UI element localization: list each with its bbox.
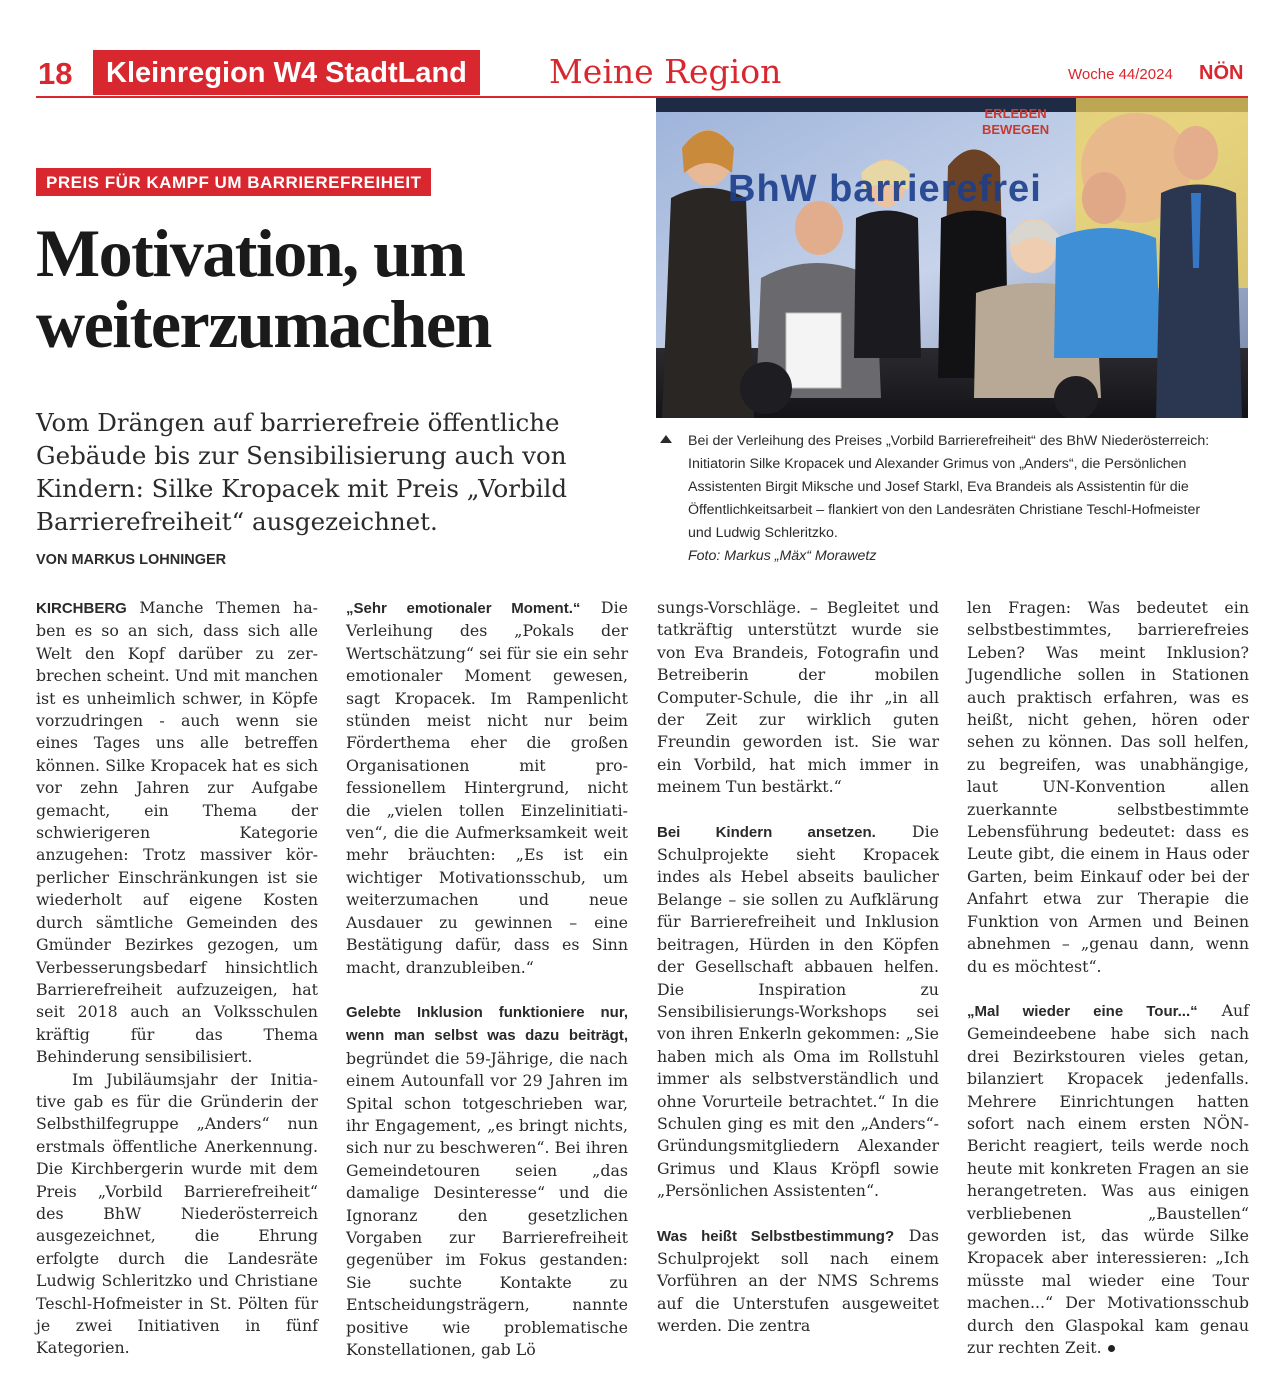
article-photo [656,98,1248,418]
paragraph: Im Jubiläumsjahr der Initiative gab es für die Gründerin der Selbsthilfegruppe „Anders“ nun erstmals öffentliche Anerkennung. Die Kirchbergerin wurde mit dem Preis „Vorbild Barrierefreiheit“ des BhW Niederösterreich ausgezeichnet, die Ehrung erfolgte durch die Landesräte Ludwig Schleritzko und Christiane Teschl-Hofmeister in St. Pölten für je zwei Initiativen in fünf Kategorien. [36,1069,318,1358]
paragraph: Was heißt Selbstbestimmung? Das Schulprojekt soll nach einem Vorführen an der NMS Schrems auf die Unterstufen ausgeweitet werden. Die zentra [657,1225,939,1336]
subheading: „Mal wieder eine Tour...“ [967,1002,1198,1020]
photo-caption [660,430,1220,568]
paragraph: „Sehr emotionaler Moment.“ Die Verleihung des „Pokals der Wertschätzung“ sei für sie ein sehr emotionaler Moment gewesen, sagt Kropacek. Im Rampenlicht stünden meist nicht nur beim Förderthema eher die großen Organisationen mit professionellem Hintergrund, nicht die „vielen tollen Einzelinitiativen“, die die Aufmerksamkeit weit mehr bräuchten: „Es ist ein wichtiger Motivationsschub, um weiterzumachen und neue Ausdauer zu gewinnen – eine Bestätigung dafür, dass es Sinn macht, dranzubleiben.“ [346,598,628,977]
paragraph: len Fragen: Was bedeutet ein selbstbestimmtes, barrierefreies Leben? Was meint Inklusion? Jugendliche sollen in Stationen auch praktisch erfahren, was es heißt, nicht gehen, hören oder sehen zu können. Das soll helfen, zu begreifen, was unabhängige, laut UN-Konvention allen zuerkannte selbstbestimmte Lebensführung bedeutet: dass es Leute gibt, die einem in Haus oder Garten, beim Einkauf oder bei der Anfahrt etwa zur Therapie die Funktion von Armen und Beinen abnehmen – „genau dann, wenn du es möchtest“. [967,598,1249,976]
end-mark-icon [1108,1345,1115,1352]
body-column-2 [346,597,628,1361]
subheading: Bei Kindern ansetzen. [657,823,876,841]
subheading: „Sehr emotionaler Moment.“ [346,600,581,617]
issue-week: Woche 44/2024 [1068,66,1173,83]
article-kicker: PREIS FÜR KAMPF UM BARRIEREFREIHEIT [36,168,431,196]
page-number: 18 [38,56,73,91]
photo-banner-text: ERLEBEN BEWEGEN [982,106,1050,137]
photo-illustration [656,98,1248,418]
body-column-3 [657,597,939,1338]
body-column-1 [36,597,318,1360]
paragraph: „Mal wieder eine Tour...“ Auf Gemeindeebene habe sich nach drei Bezirkstouren vieles getan, bilanziert Kropacek jedenfalls. Mehrere Einrichtungen hatten sofort nach einem ersten NÖN-Bericht reagiert, teils werde noch heute mit konkreten Fragen an sie herangetreten. Was aus einigen verbliebenen „Baustellen“ geworden ist, das würde Silke Kropacek aber interessieren: „Ich müsste mal wieder eine Tour machen...“ Der Motivationsschub durch den Glaspokal kam genau zur rechten Zeit. [967,1000,1249,1357]
photo-wordmark: BhW barrierefrei [728,168,1042,210]
paragraph: KIRCHBERG Manche Themen haben es so an sich, dass sich alle Welt den Kopf darüber zu zerbrechen scheint. Und mit manchen ist es unheimlich schwer, in Köpfe vorzudringen - auch wenn sie eines Tages uns alle betreffen können. Silke Kropacek hat es sich vor zehn Jahren zur Aufgabe gemacht, ein Thema der schwierigeren Kategorie anzugehen: Trotz massiver körperlicher Einschränkungen ist sie wiederholt auf eigene Kosten durch sämtliche Gemeinden des Gmünder Bezirkes gezogen, um Verbesserungsbedarf hinsichtlich Barrierefreiheit aufzuzeigen, hat seit 2018 auch an Volksschulen kräftig für das Thema Behinderung sensibilisiert. [36,598,318,1067]
region-label: Meine Region [549,52,782,91]
article-headline: Motivation, um weiterzumachen [36,215,491,362]
dateline: KIRCHBERG [36,600,127,617]
article-byline: VON MARKUS LOHNINGER [36,552,227,568]
brand-logo: NÖN [1199,62,1244,84]
paragraph: sungs-Vorschläge. – Begleitet und tatkräftig unterstützt wurde sie von Eva Brandeis, Fotografin und Betreiberin der mobilen Computer-Schule, die ihr „in all der Zeit zur wirklich guten Freundin geworden ist. Sie war ein Vorbild, hat mich immer in meinem Tun bestärkt.“ [657,598,939,797]
subheading: Gelebte Inklusion funktioniere nur, wenn man selbst was dazu beiträgt, [346,1003,628,1045]
photo-credit: Foto: Markus „Mäx“ Morawetz [688,548,877,564]
caption-arrow-icon [660,435,672,443]
section-title: Kleinregion W4 StadtLand [93,50,480,95]
subheading: Was heißt Selbstbestimmung? [657,1227,895,1245]
caption-text: Bei der Verleihung des Preises „Vorbild Barrierefreiheit“ des BhW Niederösterreich: Initiatorin Silke Kropacek und Alexander Grimus von „Anders“, die Persönlichen Assistenten Birgit Miksche und Josef Starkl, Eva Brandeis als Assistentin für die Öffentlichkeitsarbeit – flankiert von den Landesräten Christiane Teschl-Hofmeister und Ludwig Schleritzko. [688,433,1210,541]
body-column-4 [967,597,1249,1359]
paragraph: Gelebte Inklusion funktioniere nur, wenn man selbst was dazu beiträgt, begründet die 59-Jährige, die nach einem Autounfall vor 29 Jahren im Spital schon totgeschrieben war, ihr Engagement, „es bringt nichts, sich nur zu beschweren“. Bei ihren Gemeindetouren seien „das damalige Desinteresse“ und die Ignoranz den gesetzlichen Vorgaben zur Barrierefreiheit gegenüber im Fokus gestanden: Sie suchte Kontakte zu Entscheidungsträgern, nannte positive wie problematische Konstellationen, gab Lö [346,1003,628,1359]
article-lead: Vom Drängen auf barrierefreie öffentliche Gebäude bis zur Sensibilisierung auch von Kindern: Silke Kropacek mit Preis „Vorbild Barrierefreiheit“ ausgezeichnet. [36,408,568,536]
paragraph: Bei Kindern ansetzen. Die Schulprojekte sieht Kropacek indes als Hebel abseits baulicher Belange – sie sollen zu Aufklärung für Barrierefreiheit und Inklusion beitragen, Hürden in den Köpfen der Gesellschaft abbauen helfen. Die Inspiration zu Sensibilisierungs-Workshops sei von ihren Enkerln gekommen: „Sie haben mich als Oma im Rollstuhl immer als selbstverständlich und ohne Vorurteile betrachtet.“ In die Schulen ging es mit den „Anders“-Gründungsmitgliedern Alexander Grimus und Klaus Kröpfl sowie „Persönlichen Assistenten“. [657,821,939,1201]
